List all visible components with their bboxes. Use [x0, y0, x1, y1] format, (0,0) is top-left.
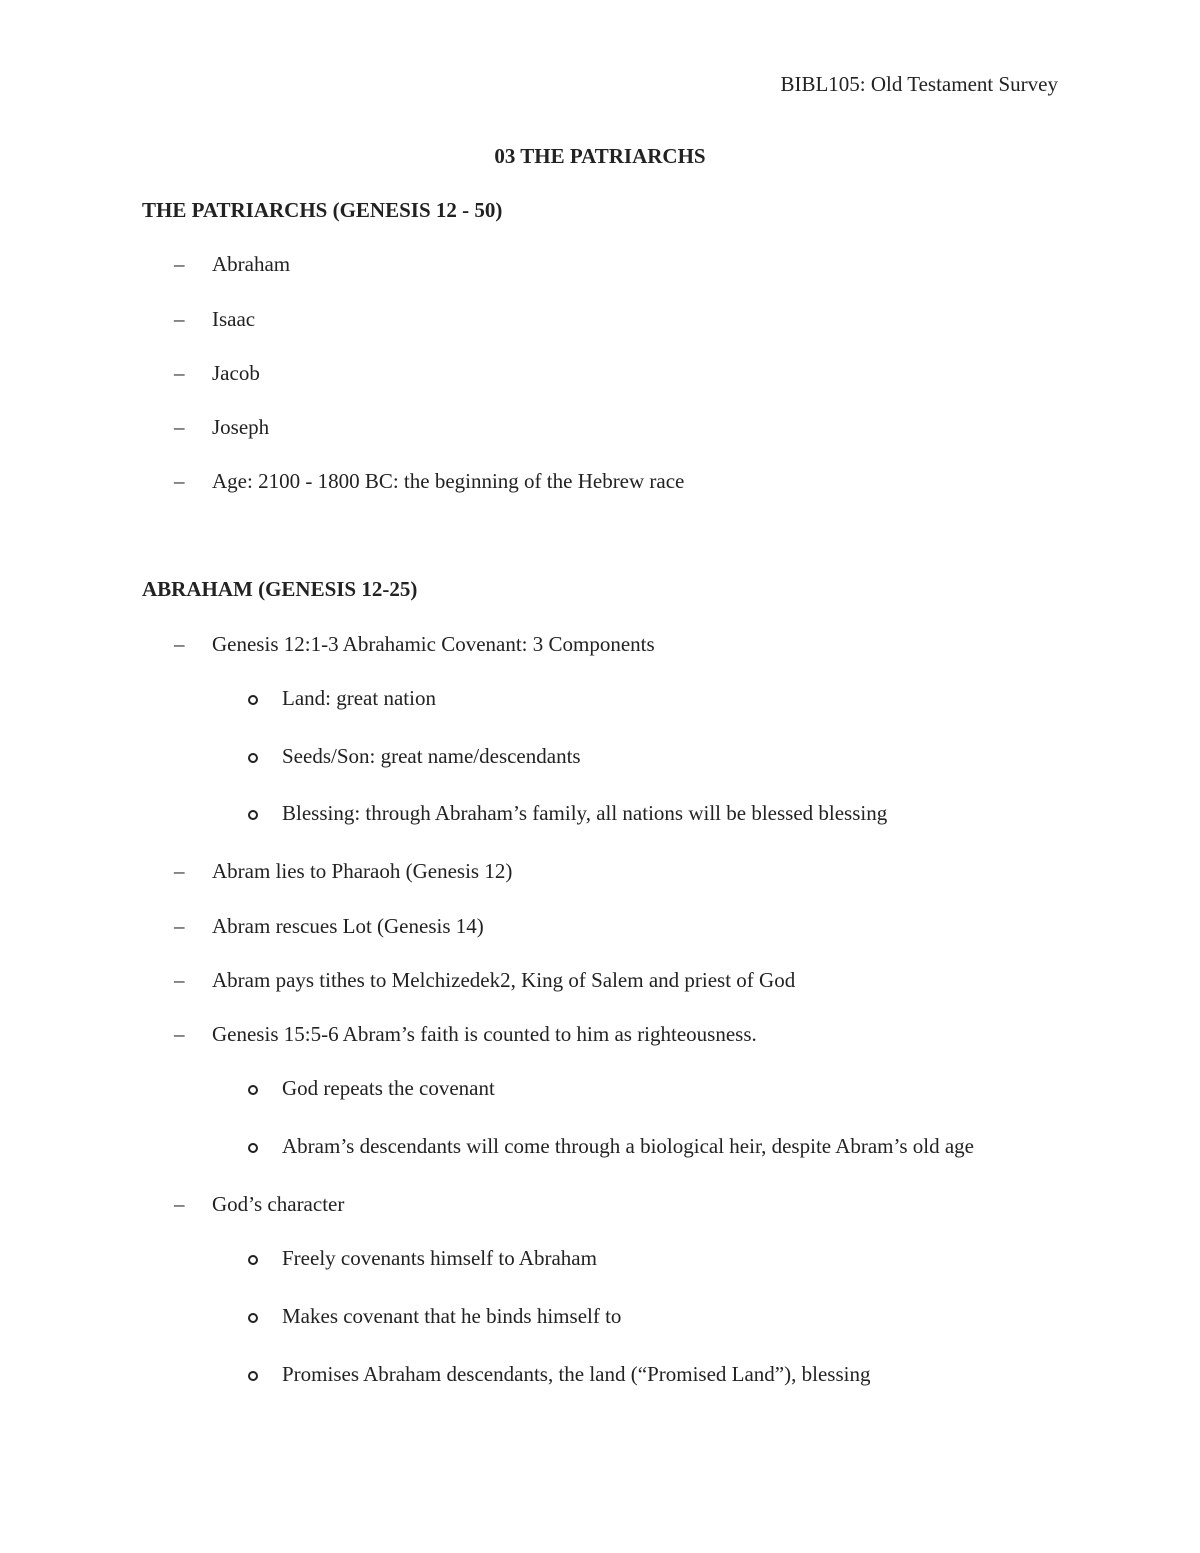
- list-item-text: Isaac: [212, 307, 256, 331]
- sub-list-item-text: God repeats the covenant: [282, 1076, 495, 1100]
- sub-list-item-text: Land: great nation: [282, 686, 436, 710]
- sub-list-item-text: Seeds/Son: great name/descendants: [282, 744, 581, 768]
- dash-bullet: –: [174, 361, 185, 385]
- sub-list-item-text: Makes covenant that he binds himself to: [282, 1304, 622, 1328]
- sub-list-item-text: Blessing: through Abraham’s family, all nations will be blessed blessing: [282, 801, 888, 825]
- list-item-text: God’s character: [212, 1192, 345, 1216]
- dash-bullet: –: [174, 252, 185, 276]
- list-item-text: Abram pays tithes to Melchizedek2, King of Salem and priest of God: [212, 968, 796, 992]
- circle-bullet-icon: [248, 1143, 258, 1153]
- list-item-text: Abram rescues Lot (Genesis 14): [212, 914, 484, 938]
- section-heading-patriarchs: THE PATRIARCHS (GENESIS 12 - 50): [142, 198, 503, 222]
- sub-list-item-text: Promises Abraham descendants, the land (“Promised Land”), blessing: [282, 1362, 871, 1386]
- dash-bullet: –: [174, 859, 185, 883]
- dash-bullet: –: [174, 415, 185, 439]
- page-header-course: BIBL105: Old Testament Survey: [780, 72, 1058, 96]
- list-item-text: Jacob: [212, 361, 260, 385]
- circle-bullet-icon: [248, 753, 258, 763]
- list-item-text: Genesis 15:5-6 Abram’s faith is counted to him as righteousness.: [212, 1022, 757, 1046]
- dash-bullet: –: [174, 968, 185, 992]
- dash-bullet: –: [174, 632, 185, 656]
- dash-bullet: –: [174, 307, 185, 331]
- dash-bullet: –: [174, 1022, 185, 1046]
- circle-bullet-icon: [248, 810, 258, 820]
- sub-list-item-text: Freely covenants himself to Abraham: [282, 1246, 597, 1270]
- circle-bullet-icon: [248, 1371, 258, 1381]
- list-item-text: Abram lies to Pharaoh (Genesis 12): [212, 859, 513, 883]
- circle-bullet-icon: [248, 1085, 258, 1095]
- sub-list-item-text: Abram’s descendants will come through a biological heir, despite Abram’s old age: [282, 1134, 974, 1158]
- circle-bullet-icon: [248, 1313, 258, 1323]
- dash-bullet: –: [174, 914, 185, 938]
- list-item-text: Abraham: [212, 252, 291, 276]
- circle-bullet-icon: [248, 695, 258, 705]
- list-item-text: Age: 2100 - 1800 BC: the beginning of the Hebrew race: [212, 469, 685, 493]
- dash-bullet: –: [174, 1192, 185, 1216]
- dash-bullet: –: [174, 469, 185, 493]
- list-item-text: Genesis 12:1-3 Abrahamic Covenant: 3 Components: [212, 632, 655, 656]
- document-title: 03 THE PATRIARCHS: [494, 144, 706, 168]
- section-heading-abraham: ABRAHAM (GENESIS 12-25): [142, 577, 418, 601]
- list-item-text: Joseph: [212, 415, 270, 439]
- circle-bullet-icon: [248, 1255, 258, 1265]
